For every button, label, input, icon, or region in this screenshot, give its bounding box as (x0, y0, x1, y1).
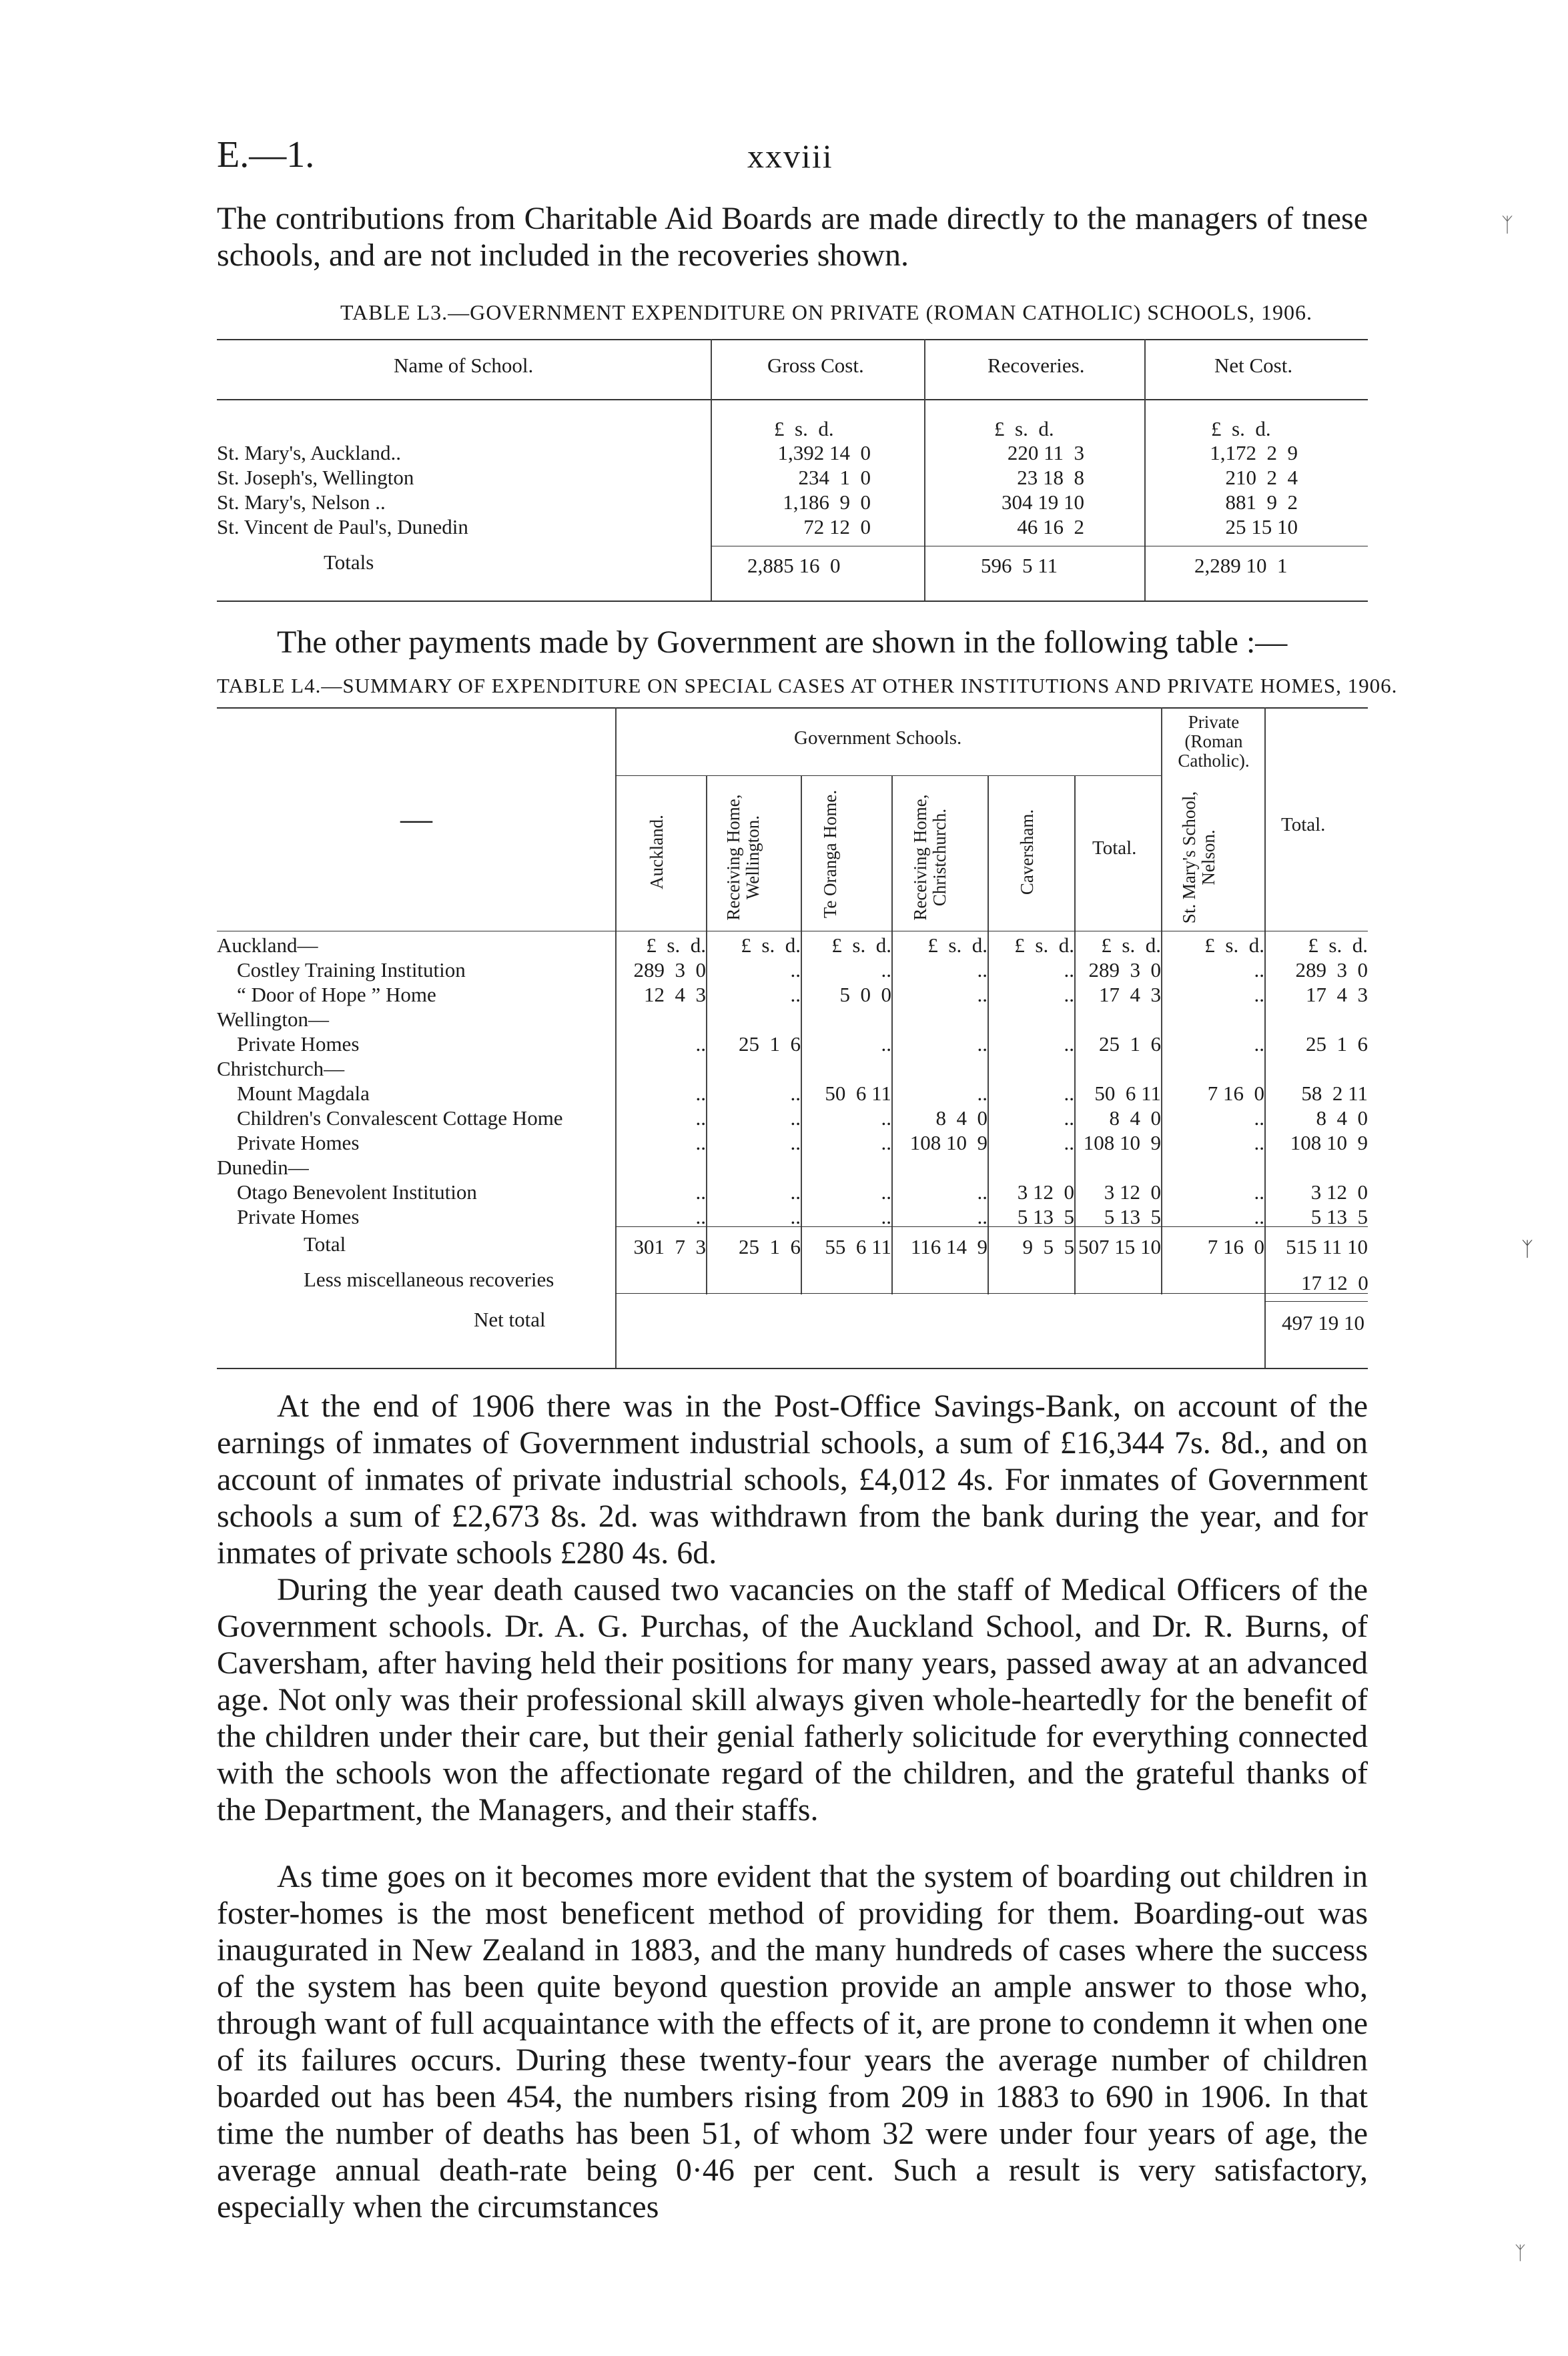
table-row (217, 440, 1364, 465)
l3-header-recoveries: Recoveries. (988, 354, 1085, 377)
l4-cell: 289 3 0 (633, 958, 706, 981)
l4-row-label: Auckland— (217, 933, 318, 957)
l3-cell: 210 2 4 (1225, 466, 1298, 489)
table-row (217, 1130, 1368, 1155)
l4-cell: .. (695, 1180, 706, 1204)
l4-cell: .. (881, 1032, 891, 1056)
l4-cell: 25 1 6 (739, 1032, 801, 1056)
l4-total-cell: 7 16 0 (1207, 1235, 1264, 1258)
l4-unit: £ s. d. (831, 933, 891, 957)
l3-row-name: St. Mary's, Nelson .. (217, 490, 386, 514)
l4-col-total-gov: Total. (1092, 837, 1137, 859)
l4-cell: 5 13 5 (1310, 1205, 1368, 1228)
l4-cell: 12 4 3 (644, 983, 706, 1006)
table-row (217, 490, 1364, 514)
l4-col-caversham: Caversham. (1017, 809, 1037, 895)
l4-cell: 58 2 11 (1301, 1082, 1368, 1105)
l4-total-cell: 507 15 10 (1078, 1235, 1161, 1258)
l3-cell: 220 11 3 (1007, 441, 1084, 464)
l3-totals-net: 2,289 10 1 (1194, 554, 1288, 577)
l4-cell: .. (1064, 958, 1074, 981)
l4-cell: .. (977, 958, 988, 981)
l4-cell: 3 12 0 (1104, 1180, 1161, 1204)
l4-col-auckland: Auckland. (647, 815, 667, 889)
l4-cell: 7 16 0 (1207, 1082, 1264, 1105)
l4-unit: £ s. d. (1101, 933, 1161, 957)
l4-row-label: Private Homes (237, 1032, 360, 1056)
l4-cell: .. (695, 1131, 706, 1154)
table-row (217, 1180, 1368, 1204)
table-row (217, 957, 1368, 982)
l4-cell: 289 3 0 (1088, 958, 1161, 981)
l4-row-label: Dunedin— (217, 1156, 309, 1179)
paragraph-savings: At the end of 1906 there was in the Post-Office Savings-Bank, on account of the earnings of inmates of Government industrial schools, a sum of £16,344 7s. 8d., and on account of inmates of private industrial schools, £4,012 4s. For inmates of Government schools a sum of £2,673 8s. 2d. was withdrawn from the bank during the year, and for inmates of private schools £280 4s. 6d. (217, 1389, 1368, 1571)
l4-row-label: Wellington— (217, 1008, 329, 1031)
l3-units-recoveries: £ s. d. (994, 417, 1054, 440)
l3-units-gross: £ s. d. (774, 417, 834, 440)
l4-col-st-marys-nelson: St. Mary's School, Nelson. (1179, 791, 1218, 924)
l3-cell: 72 12 0 (803, 515, 871, 538)
between-text: The other payments made by Government are shown in the following table :— (277, 625, 1288, 660)
l4-unit: £ s. d. (1308, 933, 1368, 957)
l4-col-receiving-wellington: Receiving Home, Wellington. (723, 794, 763, 921)
l4-total-row (615, 1234, 1368, 1259)
l4-less-value: 17 12 0 (1301, 1271, 1368, 1294)
l4-cell: 8 4 0 (1109, 1106, 1161, 1130)
l3-units-net: £ s. d. (1211, 417, 1271, 440)
l3-row-name: St. Vincent de Paul's, Dunedin (217, 515, 468, 538)
l4-cell: .. (1254, 1032, 1264, 1056)
l4-cell: 50 6 11 (1094, 1082, 1161, 1105)
table-l3-caption: TABLE L3.—GOVERNMENT EXPENDITURE ON PRIVATE (ROMAN CATHOLIC) SCHOOLS, 1906. (340, 300, 1313, 324)
l3-cell: 25 15 10 (1225, 515, 1298, 538)
l4-total-cell: 9 5 5 (1022, 1235, 1074, 1258)
table-row (217, 933, 1368, 957)
margin-mark-icon: ᛉ (1501, 214, 1513, 237)
l4-net-label: Net total (474, 1308, 546, 1331)
table-row (217, 1056, 1368, 1081)
l4-cell: 50 6 11 (825, 1082, 891, 1105)
l4-row-label: Mount Magdala (237, 1082, 370, 1105)
l4-cell: .. (881, 1131, 891, 1154)
l4-cell: .. (881, 958, 891, 981)
l4-cell: .. (881, 1106, 891, 1130)
l4-cell: .. (695, 1205, 706, 1228)
l4-row-label: Otago Benevolent Institution (237, 1180, 477, 1204)
l4-cell: .. (1254, 1131, 1264, 1154)
l4-cell: 25 1 6 (1306, 1032, 1368, 1056)
l4-unit: £ s. d. (1204, 933, 1264, 957)
paragraph-boarding-out: As time goes on it becomes more evident that the system of boarding out children in foster-homes is the most beneficent method of providing for them. Boarding-out was inaugurated in New Zealand in 1883, and the many hundreds of cases where the success of the system has been quite beyond question provide an ample answer to those who, through want of full acquaintance with the effects of it, are prone to condemn it when one of its failures occurs. During these twenty-four years the average number of children boarded out has been 454, the numbers rising from 209 in 1883 to 690 in 1906. In that time the number of deaths has been 51, of whom 32 were under four years of age, the average annual death-rate being 0·46 per cent. Such a result is very satisfactory, especially when the circumstances (217, 1859, 1368, 2225)
l4-cell: .. (1064, 1032, 1074, 1056)
l3-cell: 1,172 2 9 (1210, 441, 1298, 464)
l4-cell: .. (1254, 1180, 1264, 1204)
l3-totals-recoveries: 596 5 11 (981, 554, 1058, 577)
l4-cell: .. (977, 1205, 988, 1228)
l3-cell: 46 16 2 (1017, 515, 1084, 538)
l4-cell: .. (1254, 1106, 1264, 1130)
l3-cell: 1,186 9 0 (783, 490, 871, 514)
l4-cell: 3 12 0 (1310, 1180, 1368, 1204)
margin-mark-icon: ᛉ (1515, 2242, 1526, 2264)
l4-cell: .. (977, 983, 988, 1006)
l4-cell: 3 12 0 (1017, 1180, 1074, 1204)
table-l4 (217, 933, 1368, 1229)
table-l4-caption: TABLE L4.—SUMMARY OF EXPENDITURE ON SPECIAL CASES AT OTHER INSTITUTIONS AND PRIVATE HOMES, 1906. (217, 674, 1398, 697)
l4-cell: .. (1254, 958, 1264, 981)
l4-col-te-oranga: Te Oranga Home. (820, 789, 840, 919)
l4-cell: .. (1064, 1106, 1074, 1130)
l4-cell: .. (881, 1205, 891, 1228)
l4-less-label: Less miscellaneous recoveries (304, 1268, 554, 1291)
table-row (217, 1106, 1368, 1130)
l4-unit: £ s. d. (741, 933, 801, 957)
l4-cell: .. (790, 1180, 801, 1204)
l3-header-net: Net Cost. (1214, 354, 1293, 377)
table-row (217, 982, 1368, 1007)
l4-cell: .. (1064, 1131, 1074, 1154)
l4-row-label: “ Door of Hope ” Home (237, 983, 436, 1006)
l4-cell: 5 0 0 (839, 983, 891, 1006)
l4-total-cell: 301 7 3 (633, 1235, 706, 1258)
l3-header-name: Name of School. (394, 354, 534, 377)
l4-cell: .. (1064, 1082, 1074, 1105)
l3-cell: 23 18 8 (1017, 466, 1084, 489)
l4-cell: .. (790, 958, 801, 981)
l4-col-receiving-christchurch: Receiving Home, Christchurch. (910, 794, 949, 921)
l4-unit: £ s. d. (927, 933, 988, 957)
l4-cell: .. (695, 1082, 706, 1105)
l4-row-label: Costley Training Institution (237, 958, 466, 981)
l4-cell: 17 4 3 (1306, 983, 1368, 1006)
l4-cell: .. (977, 1082, 988, 1105)
l4-cell: 25 1 6 (1099, 1032, 1161, 1056)
l4-cell: 108 10 9 (909, 1131, 988, 1154)
l4-cell: 5 13 5 (1104, 1205, 1161, 1228)
l4-total-label: Total (304, 1232, 346, 1256)
table-row (217, 1032, 1368, 1056)
intro-paragraph: The contributions from Charitable Aid Boards are made directly to the managers of tnese schools, and are not included in the recoveries shown. (217, 201, 1368, 273)
table-row (217, 1081, 1368, 1106)
l3-header-gross: Gross Cost. (767, 354, 864, 377)
l4-cell: .. (1064, 983, 1074, 1006)
l4-group-gov: Government Schools. (794, 727, 962, 749)
l4-cell: .. (881, 1180, 891, 1204)
table-row (217, 1155, 1368, 1180)
l4-cell: .. (790, 983, 801, 1006)
l3-row-name: St. Mary's, Auckland.. (217, 441, 401, 464)
l3-cell: 304 19 10 (1002, 490, 1084, 514)
l3-cell: 234 1 0 (798, 466, 871, 489)
l4-cell: .. (695, 1032, 706, 1056)
l4-total-cell: 25 1 6 (739, 1235, 801, 1258)
l3-row-name: St. Joseph's, Wellington (217, 466, 414, 489)
l4-total-cell: 55 6 11 (825, 1235, 891, 1258)
l4-cell: 8 4 0 (1316, 1106, 1368, 1130)
l4-cell: 108 10 9 (1083, 1131, 1161, 1154)
l4-cell: 17 4 3 (1099, 983, 1161, 1006)
section-label: E.—1. (217, 134, 315, 175)
l3-cell: 881 9 2 (1225, 490, 1298, 514)
l4-cell: .. (790, 1205, 801, 1228)
l4-cell: .. (790, 1082, 801, 1105)
l3-totals-gross: 2,885 16 0 (747, 554, 841, 577)
l4-cell: 8 4 0 (935, 1106, 988, 1130)
l4-cell: .. (790, 1106, 801, 1130)
l4-row-label: Christchurch— (217, 1057, 345, 1080)
l4-total-cell: 116 14 9 (910, 1235, 988, 1258)
table-row (217, 465, 1364, 490)
l4-unit: £ s. d. (646, 933, 706, 957)
l4-cell: .. (977, 1032, 988, 1056)
l4-cell: .. (1254, 1205, 1264, 1228)
l4-net-value: 497 19 10 (1282, 1311, 1364, 1334)
table-row (217, 1007, 1368, 1032)
l4-group-private: Private (Roman Catholic). (1178, 712, 1250, 771)
l4-col-total: Total. (1281, 814, 1326, 835)
l4-cell: 5 13 5 (1017, 1205, 1074, 1228)
paragraph-medical-officers: During the year death caused two vacancies on the staff of Medical Officers of the Government schools. Dr. A. G. Purchas, of the Auckland School, and Dr. R. Burns, of Caversham, after having held their positions for many years, passed away at an advanced age. Not only was their professional skill always given whole-heartedly for the benefit of the children under their care, but their genial fatherly solicitude for everything connected with the schools won the affectionate regard of the children, and the grateful thanks of the Department, the Managers, and their staffs. (217, 1572, 1368, 1828)
l4-cell: .. (977, 1180, 988, 1204)
l4-row-label: Private Homes (237, 1205, 360, 1228)
l3-cell: 1,392 14 0 (777, 441, 871, 464)
margin-mark-icon: ᛉ (1521, 1238, 1533, 1261)
table-l3 (217, 440, 1364, 539)
table-row (217, 514, 1364, 539)
l4-cell: .. (1254, 983, 1264, 1006)
l4-cell: .. (695, 1106, 706, 1130)
l4-dash: — (400, 801, 432, 837)
l4-cell: 289 3 0 (1295, 958, 1368, 981)
l4-total-cell: 515 11 10 (1286, 1235, 1368, 1258)
table-row (615, 1234, 1368, 1259)
l4-row-label: Children's Convalescent Cottage Home (237, 1106, 563, 1130)
l4-row-label: Private Homes (237, 1131, 360, 1154)
l4-cell: 108 10 9 (1290, 1131, 1368, 1154)
table-row (217, 1204, 1368, 1229)
page-number: xxviii (747, 137, 833, 175)
l3-totals-label: Totals (324, 550, 374, 574)
l4-unit: £ s. d. (1014, 933, 1074, 957)
l4-cell: .. (790, 1131, 801, 1154)
